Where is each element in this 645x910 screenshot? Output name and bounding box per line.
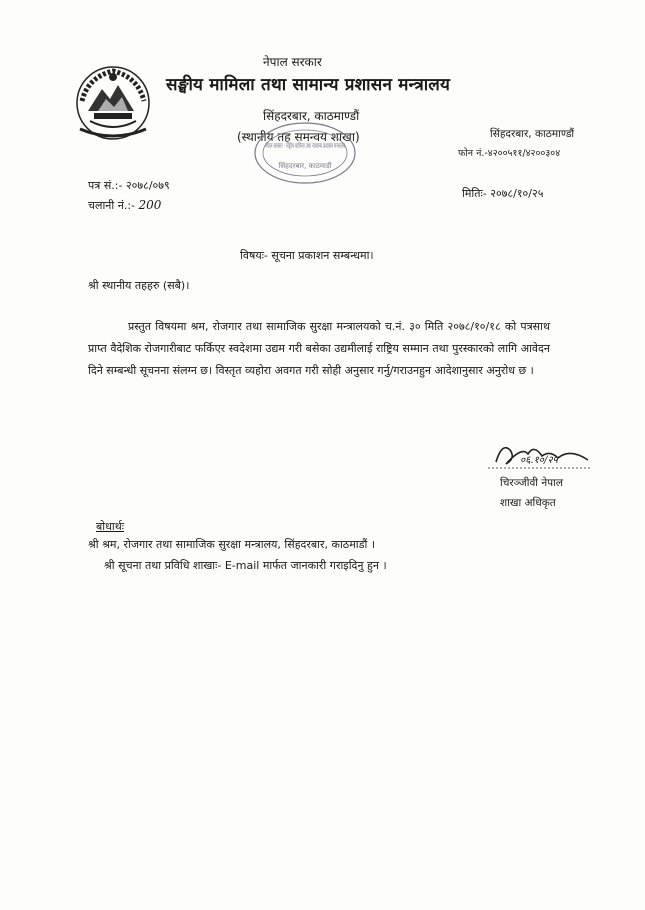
subject-line: विषयः- सूचना प्रकाशन सम्बन्धमा।: [240, 249, 374, 262]
signature-date: ०६.१०/२५: [520, 455, 558, 466]
reference-number: [88, 178, 170, 193]
dispatch-label: चलानी नं.:-: [88, 199, 136, 212]
reference-value: २०७८/०७९: [125, 179, 170, 192]
signatory-name: चिरञ्जीवी नेपाल: [500, 477, 563, 489]
signatory-title: शाखा अधिकृत: [500, 497, 556, 509]
letter-date: [462, 186, 543, 201]
phone-number: फोन नं.-४२००५११/४२००३०४: [458, 148, 561, 159]
office-stamp: [250, 118, 420, 188]
dispatch-number: [88, 198, 161, 213]
government-name: नेपाल सरकार: [263, 55, 322, 69]
salutation: श्री स्थानीय तहहरु (सबै)।: [88, 279, 190, 292]
reference-label: पत्र सं.:-: [88, 179, 123, 192]
dispatch-value: 200: [138, 198, 162, 212]
cc-item-1: श्री श्रम, रोजगार तथा सामाजिक सुरक्षा मन्त्रालय, सिंहदरबार, काठमाडौं ।: [88, 538, 376, 551]
nepal-emblem-logo: [68, 63, 158, 145]
ministry-name: सङ्घीय मामिला तथा सामान्य प्रशासन मन्त्रालय: [166, 75, 451, 95]
date-value: २०७८/१०/२५: [490, 187, 544, 200]
cc-item-2: श्री सूचना तथा प्रविधि शाखाः- E-mail मार्फत जानकारी गराइदिनु हुन ।: [104, 559, 387, 572]
stamp-text: नेपाल सरकार · सङ्घीय मामिला तथा सामान्य प्रशासन मन्त्रालय: [265, 142, 420, 150]
cc-heading: बोधार्थः: [96, 520, 124, 533]
right-address: सिंहदरबार, काठमाण्डौं: [490, 128, 575, 140]
ministry-location: सिंहदरबार, काठमाण्डौं: [263, 109, 360, 123]
stamp-bottom-text: सिंहदरबार, काठमाडौं: [278, 162, 332, 170]
date-label: मितिः-: [462, 187, 487, 200]
branch-name: (स्थानीय तह समन्वय शाखा): [237, 130, 360, 144]
letter-body: प्रस्तुत विषयमा श्रम, रोजगार तथा सामाजिक सुरक्षा मन्त्रालयको च.नं. ३० मिति २०७८/१०/१८ को पत्रसाथ प्राप्त वैदेशिक रोजगारीबाट फर्किएर स्वदेशमा उद्यम गरी बसेका उद्यमीलाई राष्ट्रिय सम्मान तथा पुरस्कारको लागि आवेदन दिने सम्बन्धी सूचनना संलग्न छ। विस्तृत व्यहोरा अवगत गरी सोही अनुसार गर्नु/गराउनहुन आदेशानुसार अनुरोध छ ।: [88, 320, 550, 377]
